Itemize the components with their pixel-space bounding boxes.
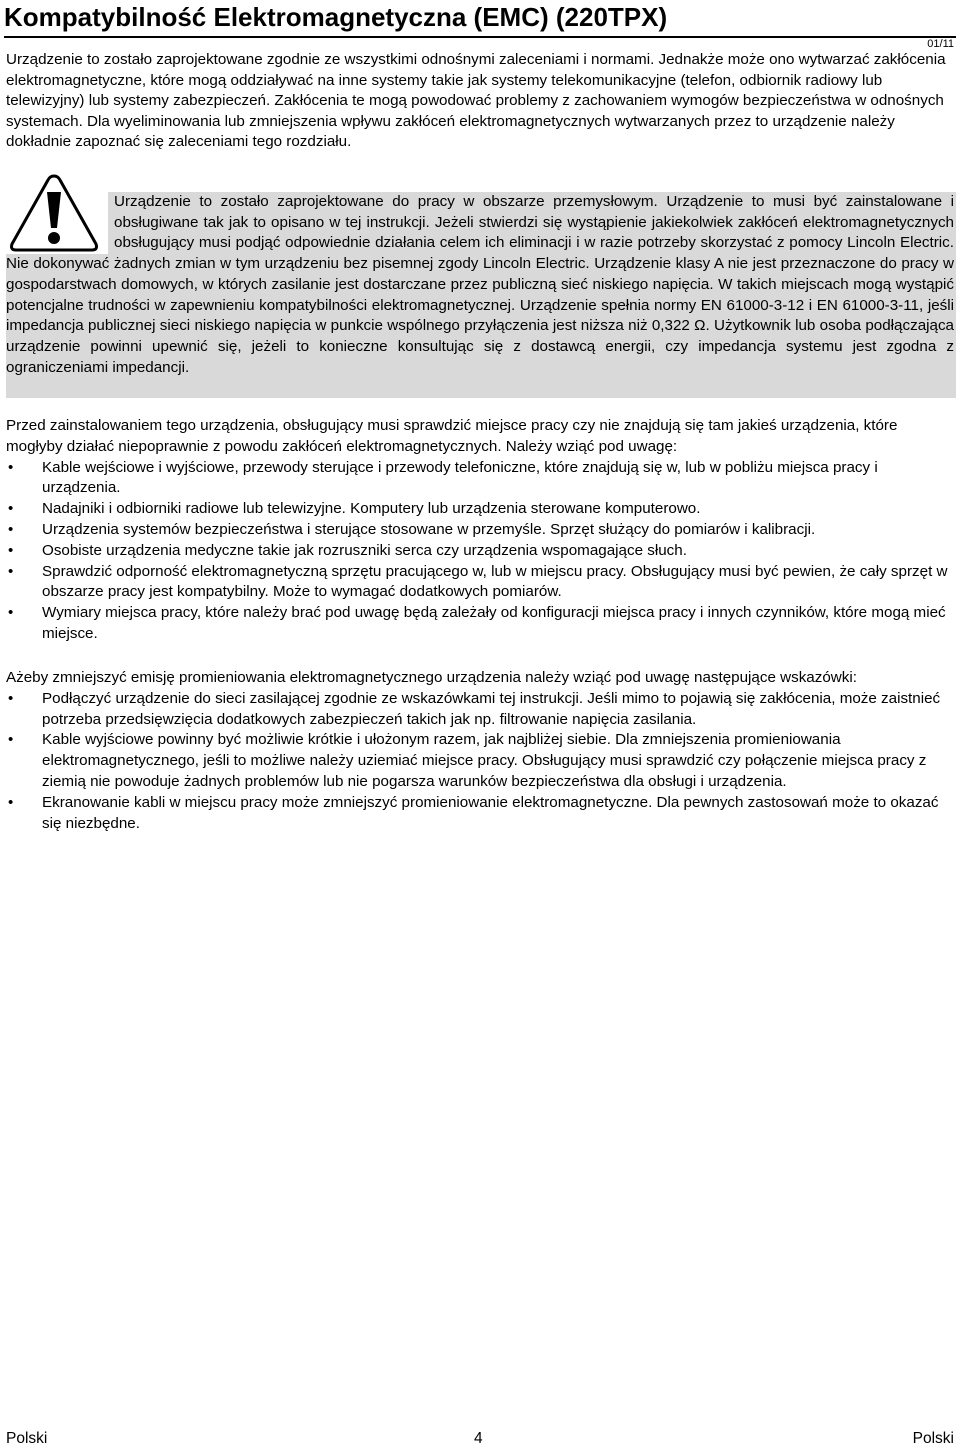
section2-intro: Ażeby zmniejszyć emisję promieniowania elektromagnetycznego urządzenia należy wziąć pod uwagę następujące wskazówki: xyxy=(6,669,857,686)
warning-text: Urządzenie to zostało zaprojektowane do pracy w obszarze przemysłowym. Urządzenie to musi być zainstalowane i obsługiwane tak jak to opisano w tej instrukcji. Jeżeli stwierdzi się wystąpienie jakiekolwiek zakłóceń elektromagnetycznych obsługujący musi podjąć odpowiednie działania celem ich eliminacji i w razie potrzeby skorzystać z pomocy Lincoln Electric. Nie dokonywać żadnych zmian w tym urządzeniu bez pisemnej zgody Lincoln Electric. Urządzenie klasy A nie jest przeznaczone do pracy w gospodarstwach domowych, w których zasilanie jest dostarczane przez publiczną sieć niskiego napięcia. W takich miejscach mogą wystąpić potencjalne trudności w zapewnieniu kompatybilności elektromagnetycznej. Urządzenie spełnia normy EN 61000-3-12 i EN 61000-3-11, jeśli impedancja publicznej sieci niskiego napięcia w punkcie wspólnego przyłączenia jest niższa niż 0,322 Ω. Użytkownik lub osoba podłączająca urządzenie powinni upewnić się, jeżeli to konieczne konsultując się z dostawcą energii, czy impedancja systemu jest zgodna z ograniczeniami impedancji. xyxy=(6,193,954,376)
list-item: • Nadajniki i odbiorniki radiowe lub telewizyjne. Komputery lub urządzenia sterowane komputerowo. xyxy=(6,499,952,520)
list-item: • Kable wyjściowe powinny być możliwie krótkie i ułożonym razem, jak najbliżej siebie. Dla zmniejszenia promieniowania elektromagnetycznego, jeśli to możliwe należy uziemiać miejsce pracy. Obsługujący musi sprawdzić czy połączenie miejsca pracy z ziemią nie powoduje żadnych problemów lub nie pogarsza warunków bezpieczeństwa dla obsługi i urządzenia. xyxy=(6,730,952,792)
footer-language-right: Polski xyxy=(912,1430,954,1447)
section-check-environment xyxy=(6,416,952,645)
revision-code: 01/11 xyxy=(927,38,954,50)
section1-list xyxy=(6,458,952,645)
intro-paragraph: Urządzenie to zostało zaprojektowane zgodnie ze wszystkimi odnośnymi zaleceniami i normami. Jednakże może ono wytwarzać zakłócenia elektromagnetyczne, które mogą oddziaływać na inne systemy takie jak systemy telekomunikacyjne (telefon, odbiornik radiowy lub telewizyjny) lub systemy zabezpieczeń. Zakłócenia te mogą powodować problemy z zachowaniem wymogów bezpieczeństwa w odnośnych systemach. Dla wyeliminowania lub zmniejszenia wpływu zakłóceń elektromagnetycznych wytwarzanych przez to urządzenie należy dokładnie zapoznać się zaleceniami tego rozdziału. xyxy=(6,51,946,151)
list-item: • Osobiste urządzenia medyczne takie jak rozruszniki serca czy urządzenia wspomagające słuch. xyxy=(6,541,952,562)
list-item: • Kable wejściowe i wyjściowe, przewody sterujące i przewody telefoniczne, które znajdują się w, lub w pobliżu miejsca pracy i urządzenia. xyxy=(6,458,952,500)
list-item: • Sprawdzić odporność elektromagnetyczną sprzętu pracującego w, lub w miejscu pracy. Obsługujący musi być pewien, że cały sprzęt w obszarze pracy jest kompatybilny. Może to wymagać dodatkowych pomiarów. xyxy=(6,562,952,604)
warning-box-text xyxy=(6,192,954,378)
list-item: • Urządzenia systemów bezpieczeństwa i sterujące stosowane w przemyśle. Sprzęt służący do pomiarów i kalibracji. xyxy=(6,520,952,541)
list-item: • Podłączyć urządzenie do sieci zasilającej zgodnie ze wskazówkami tej instrukcji. Jeśli mimo to pojawią się zakłócenia, może zaistnieć potrzeba przedsięwzięcia dodatkowych zabezpieczeń takich jak np. filtrowanie napięcia zasilania. xyxy=(6,689,952,731)
section-reduce-emission xyxy=(6,668,952,834)
list-item: • Wymiary miejsca pracy, które należy brać pod uwagę będą zależały od konfiguracji miejsca pracy i innych czynników, które mogą mieć miejsce. xyxy=(6,603,952,645)
footer-page-number: 4 xyxy=(474,1430,483,1447)
list-item: • Ekranowanie kabli w miejscu pracy może zmniejszyć promieniowanie elektromagnetyczne. Dla pewnych zastosowań może to okazać się niezbędne. xyxy=(6,793,952,835)
section1-intro: Przed zainstalowaniem tego urządzenia, obsługujący musi sprawdzić miejsce pracy czy nie znajdują się tam jakieś urządzenia, które mogłyby działać niepoprawnie z powodu zakłóceń elektromagnetycznych. Należy wziąć pod uwagę: xyxy=(6,417,898,455)
page-title: Kompatybilność Elektromagnetyczna (EMC) (220TPX) xyxy=(4,0,956,38)
footer-language-left: Polski xyxy=(6,1430,48,1447)
section2-list xyxy=(6,689,952,835)
